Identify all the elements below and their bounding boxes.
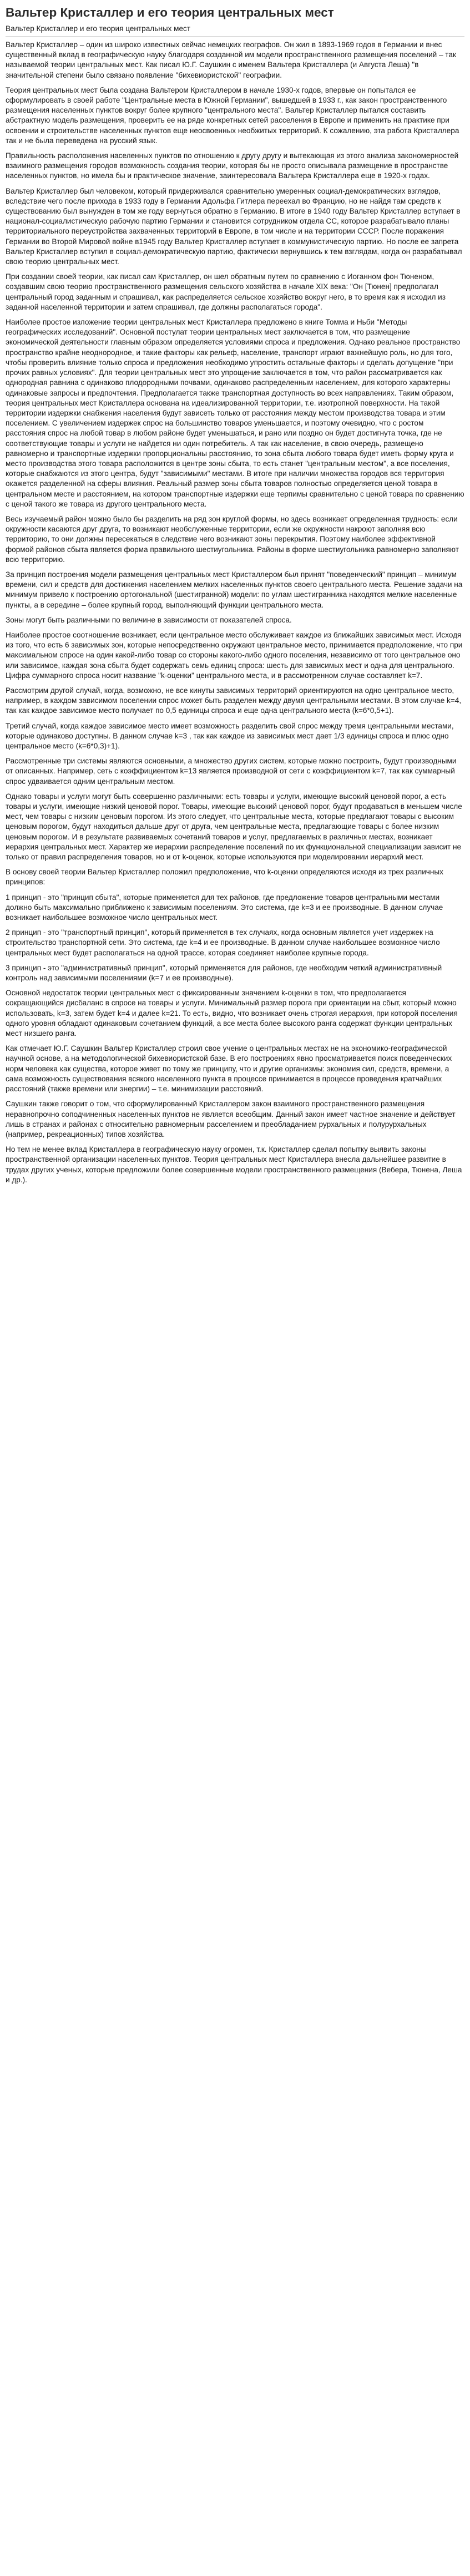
paragraph-8: За принцип построения модели размещения центральных мест Кристаллером был принят "поведенческий" принцип – минимум времени, сил и средств для достижения населением мелких населенных пунктов своего центрального места. Решение задачи на минимум привело к построению ортогональной (шестигранной) модели: по углам шестигранника находятся мелкие населенные пункты, а в середине – более крупный город, выполняющий функции центрального места. — [6, 570, 463, 609]
paragraph-21: Саушкин также говорит о том, что сформулированный Кристаллером закон взаимного пространственного размещения неравнопрочно соподчиненных населенных пунктов не является всеобщим. Данный закон имеет частное значение и действует лишь в странах и районах с относительно равномерным расселением и преобладанием рурхальных и полурурхальных (например, рекреационных) типов хозяйства. — [6, 1100, 456, 1138]
paragraph-1: Вальтер Кристаллер – один из широко известных сейчас немецких географов. Он жил в 1893-1969 годов в Германии и внес существенный вклад в географическую науку благодаря созданной им модели пространственного размещения поселений – так называемой теории центральных мест. Как писал Ю.Г. Саушкин с именем Вальтера Кристаллера (и Августа Леша) "в значительной степени было связано появление "бихевиористской" географии. — [6, 41, 456, 79]
paragraph-13: Рассмотренные три системы являются основными, а множество других систем, которые можно построить, будут производными от описанных. Например, сеть с коэффициентом k=13 является производной от сети с коэффициентом k=7, так как суммарный спрос удваивается одним центральным местом. — [6, 757, 457, 786]
paragraph-5: При создании своей теории, как писал сам Кристаллер, он шел обратным путем по сравнению с Иоганном фон Тюненом, создавшим свою теорию пространственного размещения сельского хозяйства в начале XIX века: "Он [Тюнен] предполагал центральный город заданным и спрашивал, как распределяется сельское хозяйство вокруг него, в то время как я исходил из заданной населенной территории и затем спрашивал, где должны располагаться города". — [6, 272, 446, 311]
paragraph-14: Однако товары и услуги могут быть совершенно различными: есть товары и услуги, имеющие высокий ценовой порог, а есть товары и услуги, имеющие низкий ценовой порог. Товары, имеющие высокий ценовой порог, будут продаваться в меньшем числе мест, чем товары с низким ценовым порогом. Из этого следует, что центральные места, которые предлагают товары с высоким ценовым порогом, будут находиться дальше друг от друга, чем центральные места, предлагающие товары с более низким ценовым порогом. И в результате развиваемых сочетаний товаров и услуг, предлагаемых в различных местах, возникает иерархия центральных мест. Характер же иерархии распределение поселений по их функциональной специализации зависит не только от правил распределения товаров, но и от k-оценок, которые используются при моделировании иерархий мест. — [6, 792, 462, 862]
paragraph-18: 3 принцип - это "административный принцип", который применяется для районов, где необходим четкий административный контроль над зависимыми поселениями (k=7 и ее производные). — [6, 963, 442, 983]
paragraph-19: Основной недостаток теории центральных мест с фиксированным значением k-оценки в том, что предполагается сокращающийся дисбаланс в спросе на товары и услуги. Минимальный размер порога при ориентации на сбыт, который можно использовать, k=3, затем будет k=4 и далее k=21. То есть, видно, что возникает очень строгая иерархия, при которой поселения одного уровня обладают одинаковым сочетанием функций, а все места более высокого ранга содержат функции центральных мест низшего ранга. — [6, 989, 458, 1038]
paragraph-6: Наиболее простое изложение теории центральных мест Кристаллера предложено в книге Томма и Ньби "Методы географических исследований". Основной постулат теории центральных мест заключается в том, что размещение экономической деятельности главным образом определяется условиями спроса и предложения. Однако реальное пространство пространство крайне неоднородное, и такие факторы как рельеф, население, транспорт играют важнейшую роль, но для того, чтобы проверить влияние только спроса и предложения необходимо упростить остальные факторы и сделать допущение "при прочих равных условиях". Для теории центральных мест это упрощение заключается в том, что район рассматривается как однородная равнина с одинаково плодородными почвами, одинаково распределенным населением, для которого характерны одинаковые запросы и предпочтения. Предполагается также транспортная доступность во всех направлениях. Таким образом, теория центральных мест Кристаллера основана на идеализированной территории, т.е. изотропной поверхности. На такой территории издержки снабжения населения будут зависеть только от расстояния между местом производства товара и этим поселением. С увеличением издержек спрос на большинство товаров уменьшается, и поэтому очевидно, что с ростом расстояния спрос на любой товар в любом районе будет уменьшаться, и рано или поздно он будет достигнута точка, где не соответствующие товары и услуги не найдется ни один потребитель. А так как население, в свою очередь, размещено равномерно и транспортные издержки пропорциональны расстоянию, то зона сбыта любого товара будет иметь форму круга и место производства этого товара расположится в центре зоны сбыта, то есть станет "центральным местом", а все поселения, которые снабжаются из этого центра, будут "зависимыми" местами. В итоге при наличии множества городов вся территория окажется разделенной на сферы влияния. Реальный размер зоны сбыта товаров полностью определяется ценой товара в центральном месте и расстоянием, на котором транспортные издержки еще терпимы сравнительно с ценой товара по сравнению с ценой такого же товара из другого центрального места. — [6, 318, 464, 508]
page — [0, 0, 470, 1197]
paragraph-20: Как отмечает Ю.Г. Саушкин Вальтер Кристаллер строил свое учение о центральных местах не на экономико-географической научной основе, а на методологической бихевиористской базе. В его построениях явно просматривается поиск поведенческих норм человека как существа, которое живет по тому же принципу, что и другие организмы: экономия сил, средств, времени, а сама возможность существования всякого населенного пункта в процессе принимается в процессе проведения кратчайших расстояний (также времени или энергии) – т.е. минимизации расстояний. — [6, 1044, 452, 1094]
paragraph-3: Правильность расположения населенных пунктов по отношению к другу другу и вытекающая из этого анализа закономерностей взаимного размещения городов возможность создания теории, которая бы не просто описывала размещение в пространстве населенных пунктов, но имела бы и практическое значение, заинтересовала Вальтера Кристаллера еще в 1920-х годах. — [6, 151, 459, 180]
paragraph-7: Весь изучаемый район можно было бы разделить на ряд зон круглой формы, но здесь возникает определенная трудность: если окружности касаются друг друга, то возникают необслуженные территории, если же окружности накроют заполняя всю территорию, то они должны пересекаться в следствие чего возникают зоны перекрытия. Поэтому наиболее эффективной формой районов сбыта является форма правильного шестиугольника. Районы в форме шестиугольника равномерно заполняют всю территорию. — [6, 514, 459, 564]
paragraph-17: 2 принцип - это "транспортный принцип", который применяется в тех случаях, когда основным является учет издержек на строительство транспортной сети. Это система, где k=4 и ее производные. В данном случае наибольшее возможное число центральных мест будет располагаться на одной трассе, которая соединяет наиболее крупные города. — [6, 928, 440, 957]
paragraph-9: Зоны могут быть различными по величине в зависимости от показателей спроса. — [6, 615, 292, 624]
paragraph-12: Третий случай, когда каждое зависимое место имеет возможность разделить свой спрос между тремя центральными местами, которые одинаково доступны. В данном случае k=3 , так как каждое из зависимых мест дает 1/3 единицы спроса и плюс одно центральное место (k=6*0,3)+1). — [6, 721, 454, 750]
article-body — [6, 40, 464, 1185]
paragraph-22: Но тем не менее вклад Кристаллера в географическую науку огромен, т.к. Кристаллер сделал попытку выявить законы пространственной организации населенных пунктов. Теория центральных мест Кристаллера внесла дальнейшее развитие в трудах других ученых, которые предложили более совершенные модели пространственного размещения (Вебера, Тюнена, Леша и др.). — [6, 1145, 462, 1184]
paragraph-16: 1 принцип - это "принцип сбыта", которые применяется для тех районов, где предложение товаров центральными местами должно быть максимально приближено к зависимым поселениям. Это система, где k=3 и ее производные. В данном случае возникает наибольшее возможное число центральных мест. — [6, 893, 443, 922]
paragraph-2: Теория центральных мест была создана Вальтером Кристаллером в начале 1930-х годов, впервые он попытался ее сформулировать в своей работе "Центральные места в Южной Германии", вышедшей в 1933 г., как закон пространственного размещения населенных пунктов вокруг более крупного "центрального места". Вальтер Кристаллер пытался составить абстрактную модель размещения, проверить ее на ряде конкретных сетей расселения в Европе и применить на практике при освоении и строительстве населенных пунктов еще неосвоенных необжитых территорий. К сожалению, эта работа Кристаллера так и не была переведена на русский язык. — [6, 85, 459, 145]
paragraph-4: Вальтер Кристаллер был человеком, который придерживался сравнительно умеренных социал-демократических взглядов, вследствие чего после прихода в 1933 году в Германии Адольфа Гитлера переехал во Францию, но не найдя там средств к существованию был вынужден в том же году вернуться обратно в Германию. В итоге в 1940 году Вальтер Кристаллер вступает в национал-социалистическую рабочую партию Германии и становится сотрудником отдела СС, которое разрабатывало планы территориального переустройства захваченных территорий в Европе, в том числе и на территории СССР. После поражения Германии во Второй Мировой войне в1945 году Вальтер Кристаллер вступает в коммунистическую партию. Но после ее запрета Вальтер Кристаллер вступил в социал-демократическую партию, фактически вернувшись к тем взглядам, когда он разрабатывал свою теорию центральных мест. — [6, 186, 462, 266]
paragraph-11: Рассмотрим другой случай, когда, возможно, не все кинуты зависимых территорий ориентируются на одно центральное место, например, в каждом зависимом поселении спрос может быть разделен между двумя центральными местами. В этом случае k=4, так как каждое зависимое место получает по 0,5 единицы спроса и еще одна центрального места (k=6*0,5+1). — [6, 686, 462, 715]
article-subtitle: Вальтер Кристаллер и его теория центральных мест — [6, 24, 464, 37]
paragraph-15: В основу своей теории Вальтер Кристаллер положил предположение, что k-оценки определяются исходя из трех различных принципов: — [6, 868, 443, 887]
article-title: Вальтер Кристаллер и его теория центральных мест — [6, 6, 334, 19]
paragraph-10: Наиболее простое соотношение возникает, если центральное место обслуживает каждое из ближайших зависимых мест. Исходя из того, что есть 6 зависимых зон, которые непосредственно окружают центральное место, принимается предположение, что при максимальном спросе на один какой-либо товар со стороны какого-либо одного поселения, независимо от того центральное оно или зависимое, каждая зона сбыта будет содержать семь единиц спроса: шесть для зависимых мест и одна для центрального. Цифра суммарного спроса носит название "k-оценки" центрального места, и в рассмотренном случае составляет k=7. — [6, 630, 463, 680]
